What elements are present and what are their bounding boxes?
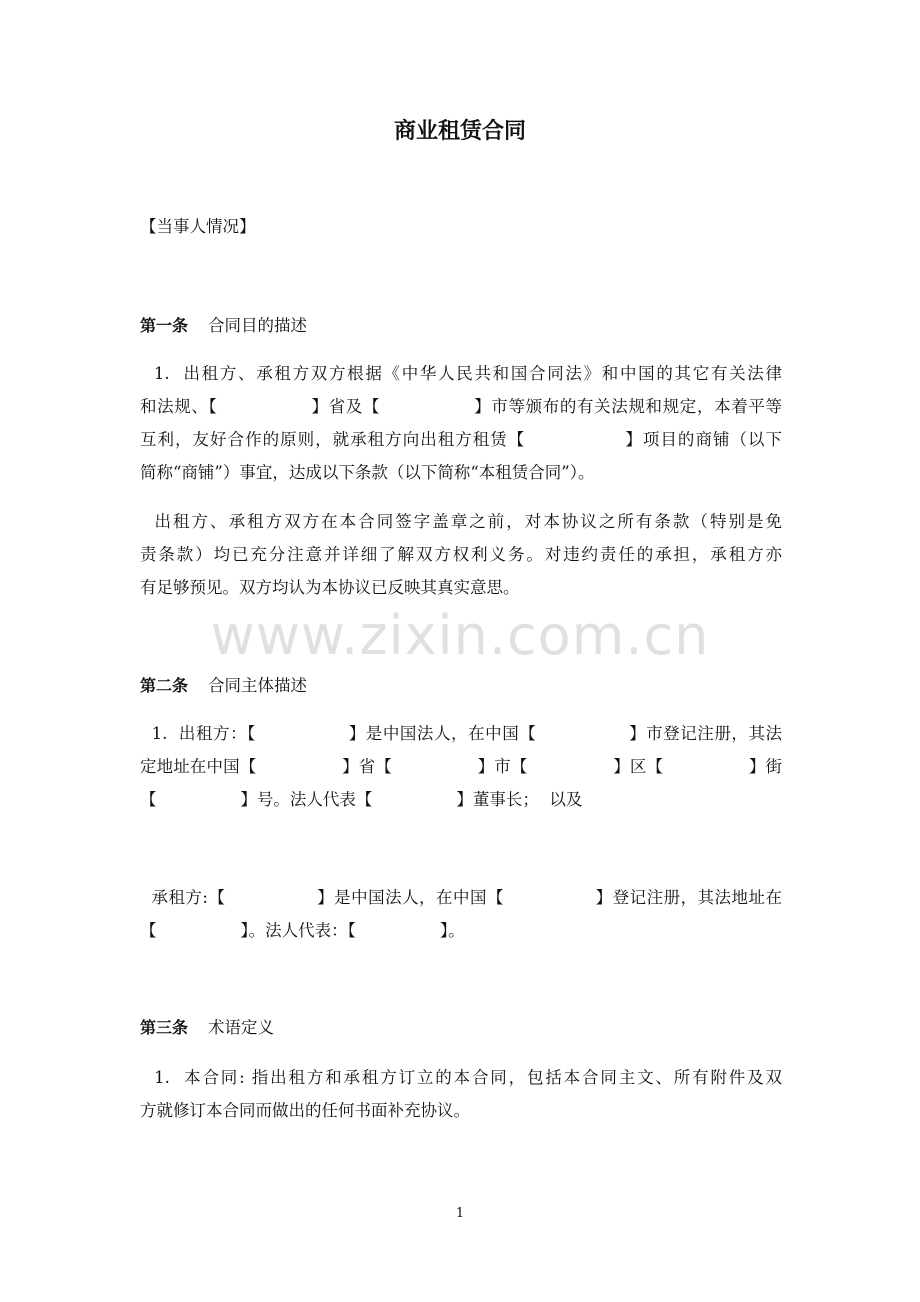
article-3-heading [140, 1018, 782, 1038]
page-number: 1 [455, 1206, 465, 1221]
article-2-title: 合同主体描述 [208, 676, 308, 695]
article-3-number: 第三条 [140, 1018, 189, 1037]
watermark: www.zixin.com.cn [210, 604, 710, 667]
document-title: 商业租赁合同 [393, 119, 526, 144]
article-1-heading [140, 316, 782, 336]
article-2-number: 第二条 [140, 676, 189, 695]
article-1-line: 和法规、【 】省及【 】市等颁布的有关法规和规定，本着平等 [140, 397, 782, 416]
article-1-line: 责条款）均已充分注意并详细了解双方权利义务。对违约责任的承担，承租方亦 [140, 545, 782, 564]
article-2-line: 定地址在中国【 】省【 】市【 】区【 】街 [140, 757, 782, 776]
article-2-line: 1. 出租方：【 】是中国法人，在中国【 】市登记注册，其法 [140, 724, 782, 743]
parties-heading: 【当事人情况】 [140, 217, 256, 236]
article-2-line: 【 】号。法人代表【 】董事长； 以及 [140, 790, 583, 809]
article-1-line: 出租方、承租方双方在本合同签字盖章之前，对本协议之所有条款（特别是免 [140, 512, 782, 531]
article-1-line: 互利，友好合作的原则，就承租方向出租方租赁【 】项目的商铺（以下 [140, 430, 782, 449]
article-2-heading [140, 676, 782, 696]
article-3-title: 术语定义 [208, 1018, 275, 1037]
article-2-line: 【 】。法人代表：【 】。 [140, 921, 465, 940]
article-3-line: 1. 本合同: 指出租方和承租方订立的本合同，包括本合同主文、所有附件及双 [140, 1068, 782, 1087]
article-1-line: 简称“商铺”）事宜，达成以下条款（以下简称“本租赁合同”）。 [140, 463, 595, 482]
article-1-line: 有足够预见。双方均认为本协议已反映其真实意思。 [140, 578, 520, 597]
article-1-line: 1. 出租方、承租方双方根据《中华人民共和国合同法》和中国的其它有关法律 [140, 364, 782, 383]
article-1-title: 合同目的描述 [208, 316, 308, 335]
article-1-number: 第一条 [140, 316, 189, 335]
article-3-line: 方就修订本合同而做出的任何书面补充协议。 [140, 1101, 470, 1120]
article-2-line: 承租方:【 】是中国法人，在中国【 】登记注册，其法地址在 [140, 888, 782, 907]
